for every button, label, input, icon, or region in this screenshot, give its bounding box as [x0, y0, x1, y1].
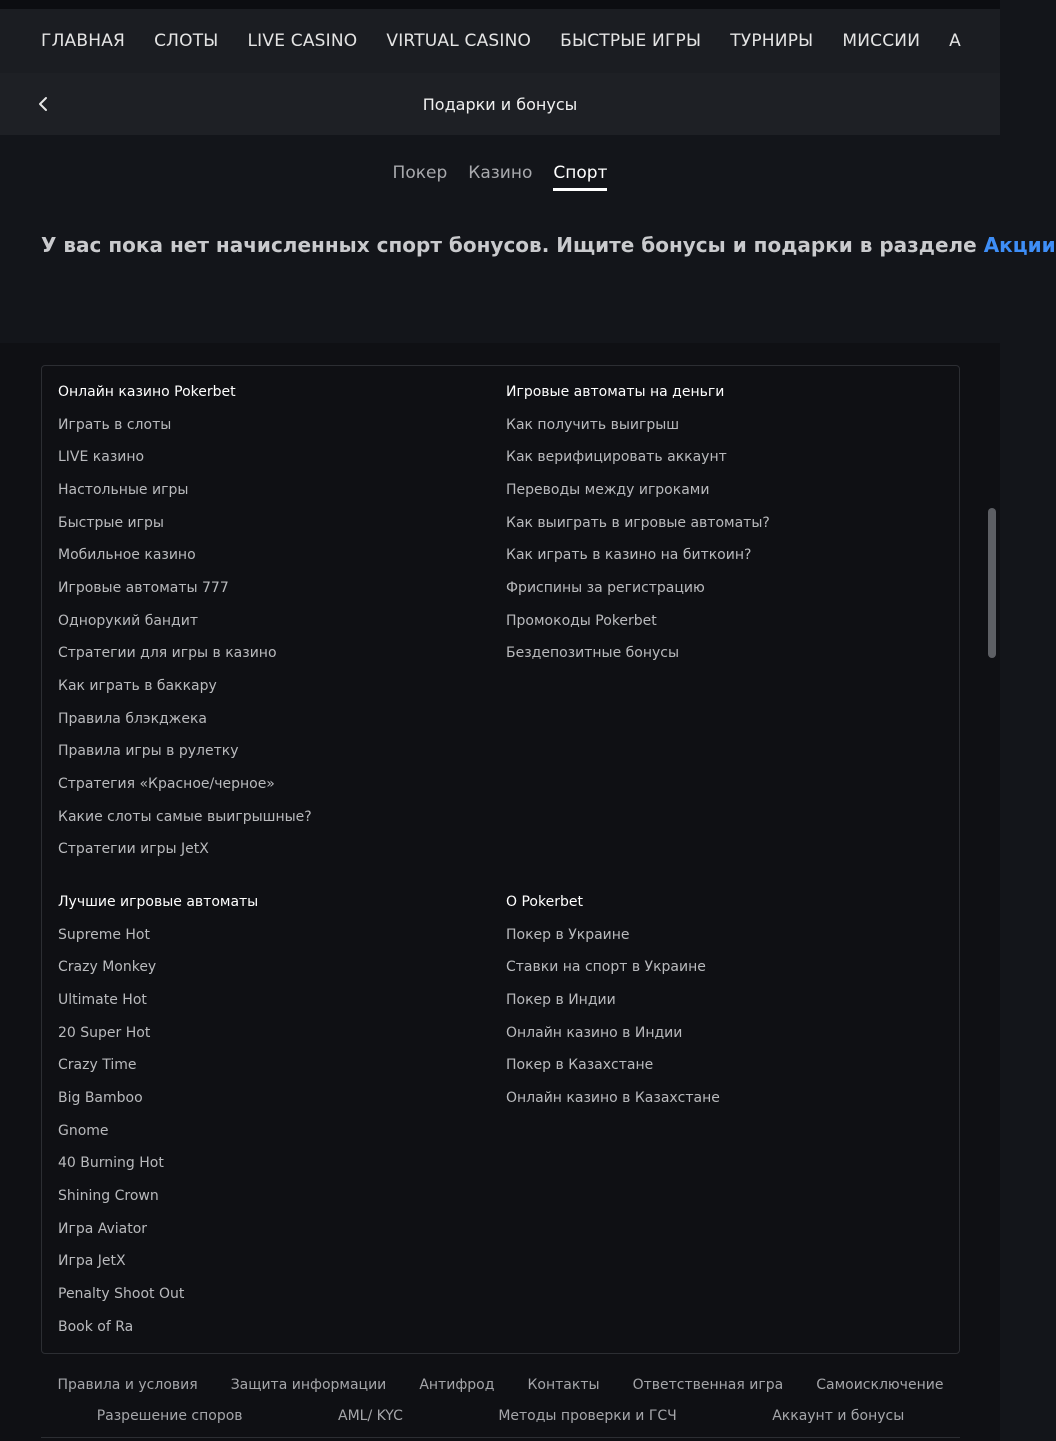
- bonus-tabs: [0, 163, 1000, 191]
- empty-bonuses-message: [41, 233, 1056, 257]
- footer-link[interactable]: Игровые автоматы 777: [58, 579, 229, 596]
- footer-link[interactable]: Однорукий бандит: [58, 612, 198, 629]
- footer-link[interactable]: Быстрые игры: [58, 514, 164, 531]
- footer-link[interactable]: LIVE казино: [58, 449, 145, 466]
- tab-poker[interactable]: Покер: [392, 163, 448, 183]
- footer-section-about: [506, 892, 946, 1121]
- top-navigation: [0, 9, 1000, 73]
- footer-bottom-link[interactable]: Разрешение споров: [96, 1408, 243, 1424]
- footer-link[interactable]: Игра Aviator: [58, 1220, 148, 1237]
- footer-link[interactable]: Покер в Казахстане: [506, 1057, 654, 1074]
- footer-bottom-link[interactable]: Правила и условия: [57, 1377, 198, 1393]
- footer-link[interactable]: Промокоды Pokerbet: [506, 612, 657, 629]
- footer-section-casino: [58, 382, 498, 872]
- footer-link[interactable]: Big Bamboo: [58, 1089, 143, 1106]
- nav-item-missions[interactable]: МИССИИ: [842, 31, 921, 51]
- empty-message-text: У вас пока нет начисленных спорт бонусов. Ищите бонусы и подарки в разделе: [41, 233, 984, 257]
- footer-section-title: Лучшие игровые автоматы: [58, 894, 259, 910]
- footer-link[interactable]: Правила игры в рулетку: [58, 743, 239, 760]
- footer-link[interactable]: Shining Crown: [58, 1188, 159, 1204]
- footer-link[interactable]: Как играть в казино на биткоин?: [506, 547, 752, 564]
- footer-link-list: [58, 415, 498, 873]
- footer-section-title: Онлайн казино Pokerbet: [58, 384, 236, 400]
- footer-link[interactable]: Правила блэкджека: [58, 710, 207, 727]
- footer-link[interactable]: Играть в слоты: [58, 416, 172, 433]
- footer-link[interactable]: Book of Ra: [58, 1318, 134, 1335]
- footer-section-slots-money: [506, 382, 946, 676]
- footer-link[interactable]: Стратегия «Красное/черное»: [58, 776, 275, 793]
- scrollbar-thumb[interactable]: [988, 508, 996, 658]
- nav-item-fast-games[interactable]: БЫСТРЫЕ ИГРЫ: [560, 31, 702, 51]
- footer-link[interactable]: Стратегии игры JetX: [58, 841, 209, 858]
- footer-link[interactable]: Настольные игры: [58, 481, 189, 498]
- footer-link[interactable]: Мобильное казино: [58, 547, 196, 564]
- footer-link-list: [58, 925, 498, 1350]
- nav-item-truncated[interactable]: А: [949, 31, 961, 51]
- back-button[interactable]: [30, 89, 56, 119]
- footer-bottom-link[interactable]: Самоисключение: [816, 1377, 944, 1393]
- footer-link[interactable]: Supreme Hot: [58, 926, 150, 943]
- footer-bottom-link[interactable]: Антифрод: [419, 1377, 495, 1393]
- footer-section-best-slots: [58, 892, 498, 1349]
- footer-link-list: [506, 925, 946, 1121]
- footer-bottom-link[interactable]: Ответственная игра: [632, 1377, 784, 1393]
- footer-link[interactable]: Ставки на спорт в Украине: [506, 959, 706, 976]
- nav-item-virtual-casino[interactable]: VIRTUAL CASINO: [386, 31, 532, 51]
- footer-bottom-link[interactable]: Защита информации: [230, 1377, 387, 1393]
- bonuses-panel: [0, 135, 1056, 343]
- footer-link[interactable]: Игра JetX: [58, 1253, 126, 1270]
- footer-link-list: [506, 415, 946, 677]
- footer-link[interactable]: Онлайн казино в Индии: [506, 1024, 683, 1041]
- footer-bottom-links-row1: [41, 1377, 960, 1393]
- footer-link[interactable]: Crazy Monkey: [58, 959, 157, 976]
- footer-link[interactable]: Фриспины за регистрацию: [506, 579, 705, 596]
- footer-link[interactable]: Penalty Shoot Out: [58, 1286, 185, 1303]
- footer-link[interactable]: Покер в Украине: [506, 926, 630, 943]
- footer-link[interactable]: Как верифицировать аккаунт: [506, 449, 727, 466]
- footer-link[interactable]: 20 Super Hot: [58, 1024, 151, 1041]
- footer-link[interactable]: Бездепозитные бонусы: [506, 645, 680, 662]
- tab-sport[interactable]: Спорт: [553, 163, 607, 191]
- footer-link[interactable]: Ultimate Hot: [58, 991, 147, 1008]
- footer-link[interactable]: Как играть в баккару: [58, 678, 217, 694]
- promotions-link[interactable]: Акции: [983, 233, 1056, 257]
- nav-item-live-casino[interactable]: LIVE CASINO: [247, 31, 358, 51]
- footer-divider: [41, 1437, 960, 1438]
- footer-bottom-link[interactable]: Контакты: [527, 1377, 600, 1393]
- chevron-left-icon: [37, 96, 49, 112]
- footer-section-title: О Pokerbet: [506, 894, 583, 910]
- footer-link[interactable]: Стратегии для игры в казино: [58, 645, 277, 662]
- top-strip: [0, 0, 1000, 9]
- nav-item-slots[interactable]: СЛОТЫ: [154, 31, 219, 51]
- footer-bottom-link[interactable]: Методы проверки и ГСЧ: [498, 1408, 677, 1424]
- page-header: [0, 73, 1000, 135]
- footer-link[interactable]: Переводы между игроками: [506, 481, 710, 498]
- nav-item-home[interactable]: ГЛАВНАЯ: [41, 31, 126, 51]
- footer-bottom-link[interactable]: Аккаунт и бонусы: [772, 1408, 905, 1424]
- footer-link[interactable]: 40 Burning Hot: [58, 1155, 164, 1172]
- footer-links-box: [41, 365, 960, 1354]
- footer-link[interactable]: Какие слоты самые выигрышные?: [58, 808, 312, 825]
- tab-casino[interactable]: Казино: [468, 163, 533, 183]
- footer-link[interactable]: Как получить выигрыш: [506, 416, 680, 433]
- page-title: Подарки и бонусы: [422, 94, 578, 114]
- footer-link[interactable]: Crazy Time: [58, 1057, 137, 1074]
- footer-link[interactable]: Покер в Индии: [506, 991, 616, 1008]
- footer-bottom-links-row2: [41, 1408, 960, 1424]
- footer-section-title: Игровые автоматы на деньги: [506, 384, 725, 400]
- footer-link[interactable]: Онлайн казино в Казахстане: [506, 1089, 720, 1106]
- footer-link[interactable]: Как выиграть в игровые автоматы?: [506, 514, 770, 531]
- footer-link[interactable]: Gnome: [58, 1122, 109, 1139]
- nav-item-tournaments[interactable]: ТУРНИРЫ: [730, 31, 814, 51]
- footer-bottom-link[interactable]: AML/ KYC: [338, 1408, 403, 1424]
